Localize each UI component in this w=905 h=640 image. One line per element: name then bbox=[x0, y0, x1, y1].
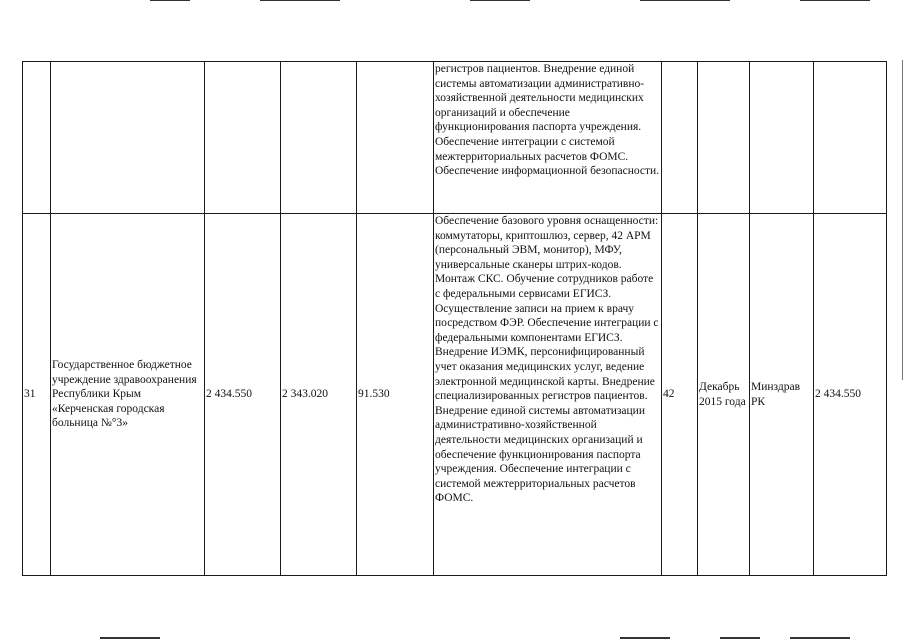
cell-amount-2: 91.530 bbox=[357, 214, 434, 576]
cell-responsible bbox=[750, 62, 814, 214]
scan-artifact-top bbox=[800, 0, 870, 1]
scan-artifact-top bbox=[150, 0, 190, 1]
cell-amount-1 bbox=[281, 62, 357, 214]
cell-amount-2 bbox=[357, 62, 434, 214]
cell-institution: Государственное бюджетное учреждение здравоохранения Республики Крым «Керченская городская больница №°3» bbox=[51, 214, 205, 576]
cell-total: 2 434.550 bbox=[205, 214, 281, 576]
cell-number: 31 bbox=[23, 214, 51, 576]
scan-artifact-top bbox=[260, 0, 340, 1]
scan-artifact-top bbox=[640, 0, 730, 1]
cell-quantity bbox=[662, 62, 698, 214]
cell-amount-final bbox=[814, 62, 887, 214]
scan-artifact-right bbox=[902, 60, 903, 380]
table-row bbox=[23, 214, 887, 576]
cell-quantity: 42 bbox=[662, 214, 698, 576]
scan-artifact-bottom bbox=[720, 637, 760, 639]
cell-total bbox=[205, 62, 281, 214]
cell-description: регистров пациентов. Внедрение единой системы автоматизации административно-хозяйственной деятельности медицинских организаций и обеспечение функционирования паспорта учреждения. Обеспечение интеграции с системой межтерриториальных расчетов ФОМС. Обеспечение информационной безопасности. bbox=[434, 62, 662, 214]
cell-number bbox=[23, 62, 51, 214]
scan-artifact-bottom bbox=[790, 637, 850, 639]
scan-artifact-bottom bbox=[620, 637, 670, 639]
cell-deadline bbox=[698, 62, 750, 214]
scan-artifact-top bbox=[470, 0, 530, 1]
document-table bbox=[22, 61, 887, 576]
cell-deadline: Декабрь 2015 года bbox=[698, 214, 750, 576]
cell-amount-final: 2 434.550 bbox=[814, 214, 887, 576]
cell-institution bbox=[51, 62, 205, 214]
cell-amount-1: 2 343.020 bbox=[281, 214, 357, 576]
cell-responsible: Минздрав РК bbox=[750, 214, 814, 576]
scan-artifact-bottom bbox=[100, 637, 160, 639]
table-row bbox=[23, 62, 887, 214]
cell-description: Обеспечение базового уровня оснащенности: коммутаторы, криптошлюз, сервер, 42 АРМ (персональный ЭВМ, монитор), МФУ, универсальные сканеры штрих-кодов. Монтаж СКС. Обучение сотрудников работе с федеральными сервисами ЕГИСЗ. Осуществление записи на прием к врачу посредством ФЭР. Обеспечение интеграции с федеральными компонентами ЕГИСЗ. Внедрение ИЭМК, персонифицированный учет оказания медицинских услуг, ведение электронной медицинской карты. Внедрение специализированных регистров пациентов. Внедрение единой системы автоматизации административно-хозяйственной деятельности медицинских организаций и обеспечение функционирования паспорта учреждения. Обеспечение интеграции с системой межтерриториальных расчетов ФОМС. bbox=[434, 214, 662, 576]
